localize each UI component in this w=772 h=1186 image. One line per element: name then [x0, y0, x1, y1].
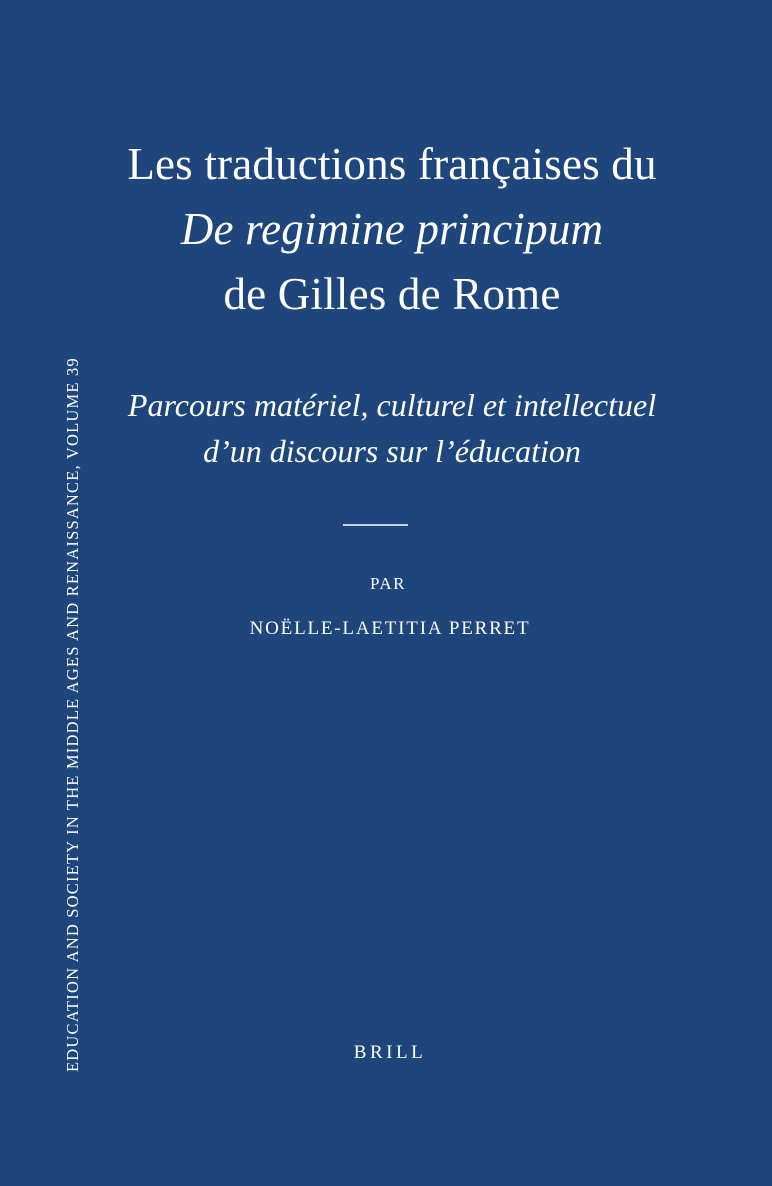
author-name: NOËLLE-LAETITIA PERRET: [249, 618, 531, 639]
title-line-3: de Gilles de Rome: [223, 269, 561, 319]
series-title: EDUCATION AND SOCIETY IN THE MIDDLE AGES AND RENAISSANCE, VOLUME 39: [63, 357, 82, 1072]
divider-rule: [343, 524, 408, 526]
title-line-1: Les traductions françaises du: [127, 139, 657, 189]
subtitle-line-2: d’un discours sur l’éducation: [203, 433, 581, 469]
publisher-name: BRILL: [353, 1042, 427, 1063]
byline-prefix: PAR: [369, 574, 406, 593]
subtitle-line-1: Parcours matériel, culturel et intellectuel: [127, 387, 657, 423]
title-line-2: De regimine principum: [180, 204, 604, 254]
book-title: [0, 132, 772, 327]
book-subtitle: [0, 382, 772, 474]
